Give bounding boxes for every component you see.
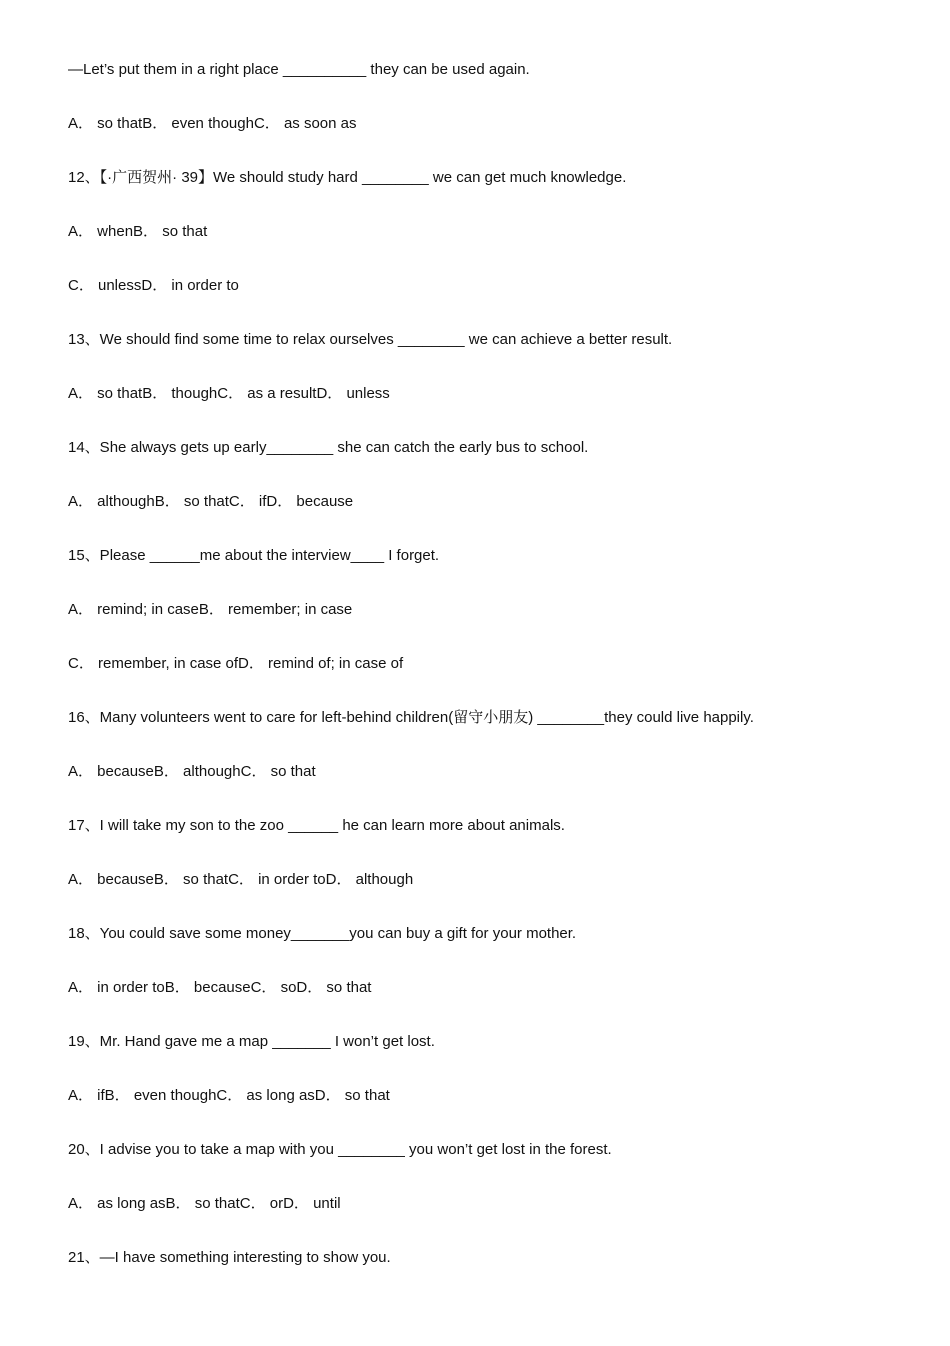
- answer-options: A． so thatB． thoughC． as a resultD． unless: [68, 385, 390, 402]
- answer-options: A． althoughB． so thatC． ifD． because: [68, 493, 354, 510]
- answer-options: A． so thatB． even thoughC． as soon as: [68, 115, 357, 132]
- question-16: 16、Many volunteers went to care for left-behind children(留守小朋友) ________they could live happily.: [68, 709, 754, 726]
- question-18: 18、You could save some money_______you can buy a gift for your mother.: [68, 925, 577, 942]
- question-21: 21、—I have something interesting to show you.: [68, 1249, 391, 1266]
- question-19: 19、Mr. Hand gave me a map _______ I won’t get lost.: [68, 1033, 435, 1050]
- question-line: —Let’s put them in a right place __________ they can be used again.: [68, 61, 530, 78]
- answer-options: A． whenB． so that: [68, 223, 208, 240]
- answer-options: A． remind; in caseB． remember; in case: [68, 601, 353, 618]
- question-15: 15、Please ______me about the interview____ I forget.: [68, 547, 440, 564]
- question-20: 20、I advise you to take a map with you ________ you won’t get lost in the forest.: [68, 1141, 612, 1158]
- answer-options: C． unlessD． in order to: [68, 277, 239, 294]
- answer-options: A． as long asB． so thatC． orD． until: [68, 1195, 341, 1212]
- answer-options: A． ifB． even thoughC． as long asD． so that: [68, 1087, 390, 1104]
- question-list: [68, 58, 898, 1300]
- question-12: 12、【·广西贺州· 39】We should study hard ________ we can get much knowledge.: [68, 169, 627, 186]
- question-17: 17、I will take my son to the zoo ______ he can learn more about animals.: [68, 817, 565, 834]
- answer-options: C． remember, in case ofD． remind of; in case of: [68, 655, 404, 672]
- answer-options: A． becauseB． althoughC． so that: [68, 763, 316, 780]
- question-13: 13、We should find some time to relax ourselves ________ we can achieve a better result.: [68, 331, 673, 348]
- answer-options: A． in order toB． becauseC． soD． so that: [68, 979, 372, 996]
- question-14: 14、She always gets up early________ she can catch the early bus to school.: [68, 439, 589, 456]
- answer-options: A． becauseB． so thatC． in order toD． although: [68, 871, 414, 888]
